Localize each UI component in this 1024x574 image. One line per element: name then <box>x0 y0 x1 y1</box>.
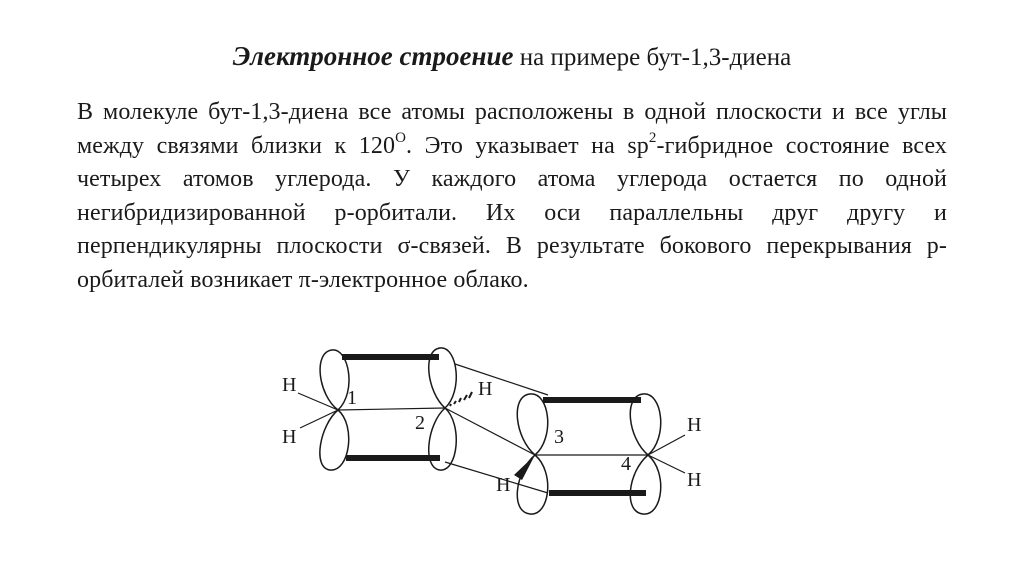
paragraph-part-1: В молекуле бут-1,3-диена все атомы расположены в одной плоскости и все углы между связями близки к 120 <box>77 99 947 159</box>
hydrogen-label-c3: H <box>496 474 511 496</box>
title-emphasis: Электронное строение <box>232 41 514 71</box>
wedge-bond-c3-h <box>514 455 535 480</box>
hydrogen-label-c4-top: H <box>687 414 702 436</box>
hydrogen-label-c1-bottom: H <box>282 426 297 448</box>
paragraph-part-3: -гибридное состояние всех четырех атомов углерода. У каждого атома углерода остается по одной негибридизированной p-орбитали. Их оси параллельны друг другу и перпендикулярны плоскости σ-связей. В результате бокового перекрывания p-орбиталей возникает π-электронное облако. <box>77 132 947 293</box>
bond-c2-c3 <box>445 408 535 455</box>
overlap-top-c2-c3 <box>455 364 548 395</box>
hydrogen-label-c1-top: H <box>282 374 297 396</box>
bond-c1-h-top <box>298 393 338 410</box>
bond-c4-h-bottom <box>648 455 685 473</box>
degree-superscript: О <box>395 129 407 146</box>
atom-label-1: 1 <box>347 387 357 409</box>
atom-label-2: 2 <box>415 412 425 434</box>
paragraph-part-2: . Это указывает на sp <box>406 132 649 159</box>
atom-label-3: 3 <box>554 426 564 448</box>
sp2-superscript: 2 <box>648 129 657 146</box>
title-rest: на примере бут-1,3-диена <box>519 44 792 71</box>
atom-label-4: 4 <box>621 453 631 475</box>
bond-c1-h-bottom <box>300 410 338 428</box>
hydrogen-label-c4-bottom: H <box>687 469 702 491</box>
bond-c4-h-top <box>648 435 685 455</box>
hydrogen-label-c2: H <box>478 378 493 400</box>
p-orbital-c4 <box>630 394 660 514</box>
p-orbital-c2 <box>429 348 457 470</box>
